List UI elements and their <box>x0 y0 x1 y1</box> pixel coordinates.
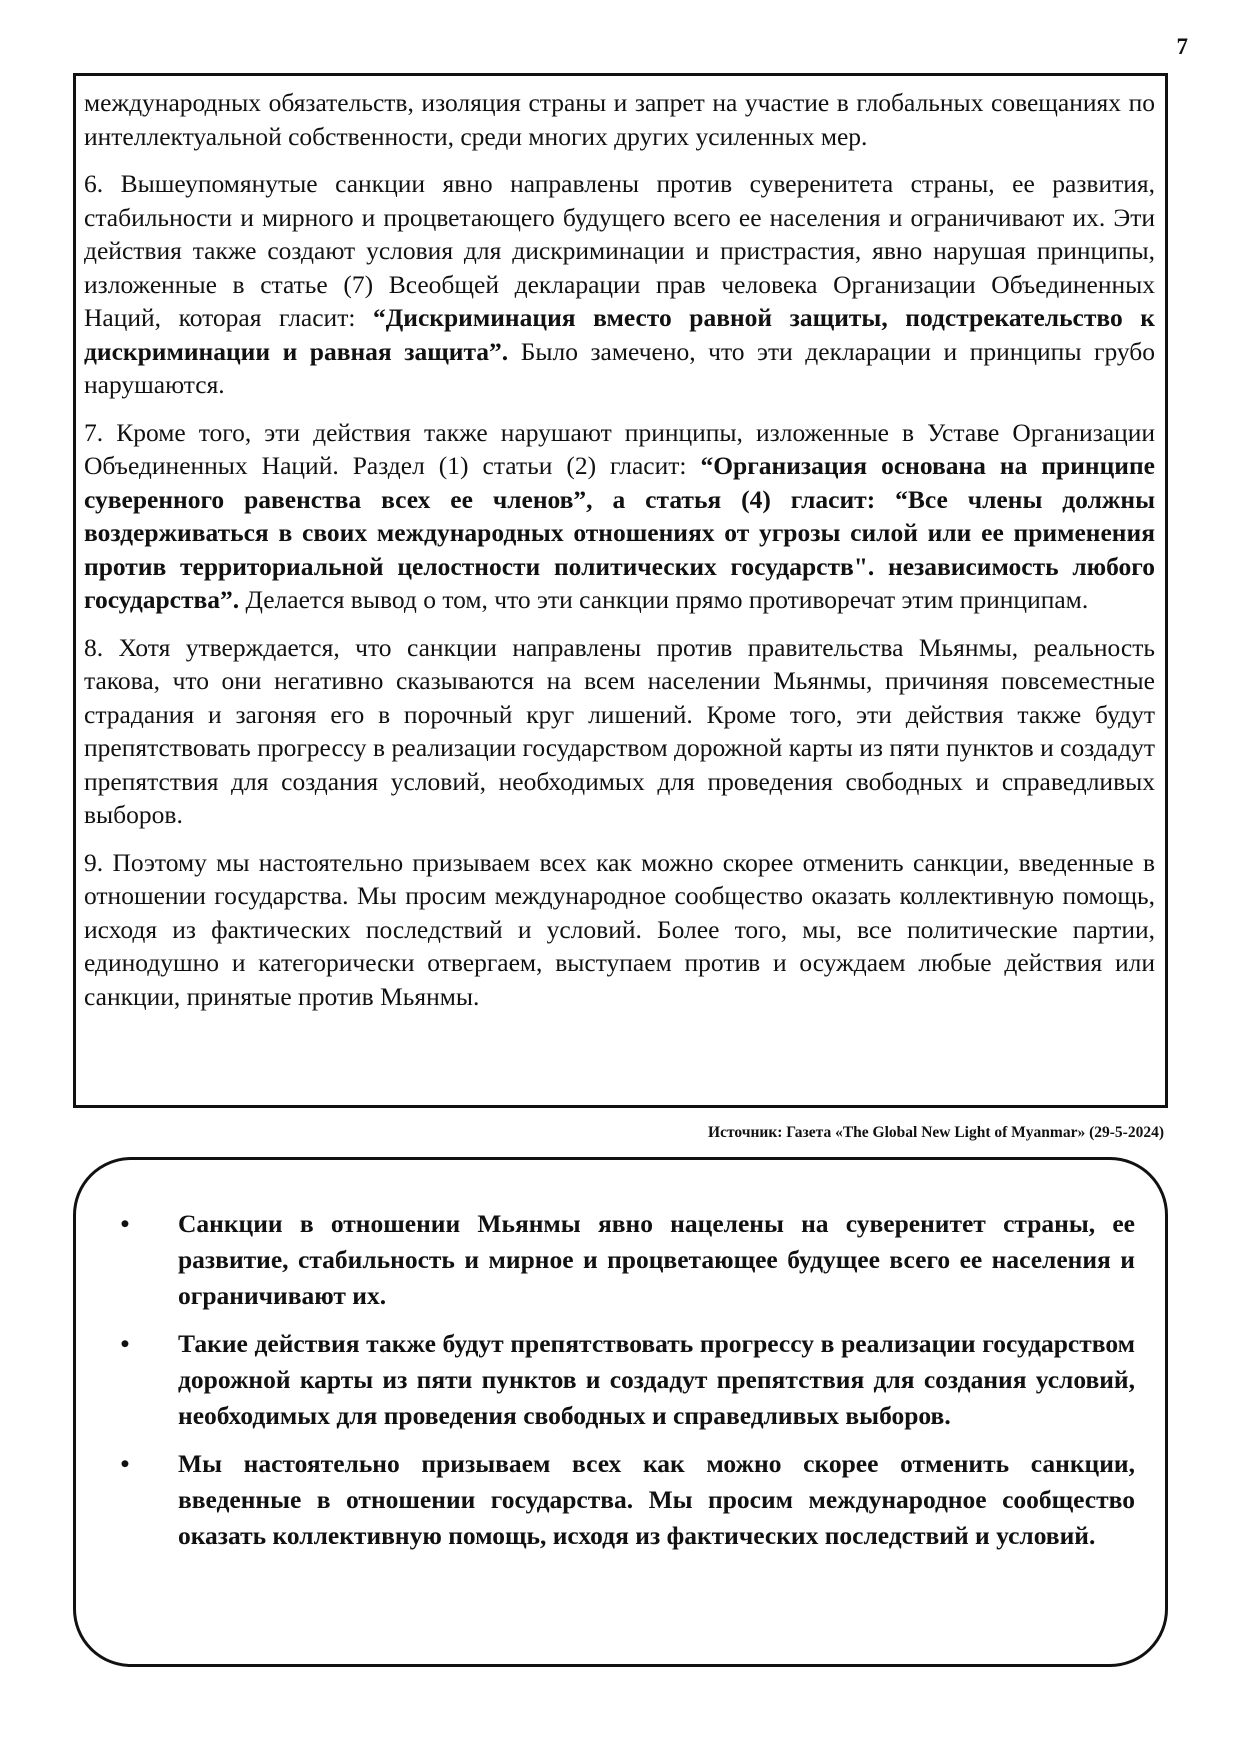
paragraph-8 <box>84 631 1155 832</box>
paragraph-text: 9. Поэтому мы настоятельно призываем всех как можно скорее отменить санкции, введенные в отношении государства. Мы просим международное сообщество оказать коллективную помощь, исходя из фактических последствий и условий. Более того, мы, все политические партии, единодушно и категорически отвергаем, выступаем против и осуждаем любые действия или санкции, принятые против Мьянмы. <box>84 847 1155 1011</box>
paragraph-6 <box>84 167 1155 402</box>
summary-list <box>110 1206 1135 1554</box>
bullet-icon: • <box>120 1449 130 1478</box>
page-number: 7 <box>1176 34 1188 59</box>
summary-item-text: Такие действия также будут препятствовать прогрессу в реализации государством дорожной карты из пяти пунктов и создадут препятствия для создания условий, необходимых для проведения свободных и справедливых выборов. <box>178 1329 1135 1430</box>
paragraph-text: Было замечено, что эти декларации и принципы грубо нарушаются. <box>84 336 1155 399</box>
summary-box <box>73 1157 1168 1667</box>
summary-item <box>110 1326 1135 1434</box>
bullet-icon: • <box>120 1209 130 1238</box>
paragraph-7 <box>84 416 1155 617</box>
summary-item-text: Мы настоятельно призываем всех как можно скорее отменить санкции, введенные в отношении государства. Мы просим международное сообщество оказать коллективную помощь, исходя из фактических последствий и условий. <box>178 1449 1135 1550</box>
paragraph-quote: “Организация основана на принципе суверенного равенства всех ее членов”, а статья (4) гласит: “Все члены должны воздерживаться в своих международных отношениях от угрозы силой или ее применения против территориальной целостности политических государств". независимость любого государства”. <box>84 451 1155 614</box>
paragraph-9 <box>84 846 1155 1014</box>
summary-item <box>110 1446 1135 1554</box>
source-citation: Источник: Газета «The Global New Light of Myanmar» (29-5-2024) <box>708 1124 1164 1141</box>
paragraph-text: 6. Вышеупомянутые санкции явно направлены против суверенитета страны, ее развития, стабильности и мирного и процветающего будущего всего ее населения и ограничивают их. Эти действия также создают условия для дискриминации и пристрастия, явно нарушая принципы, изложенные в статье (7) Всеобщей декларации прав человека Организации Объединенных Наций, которая гласит: <box>84 169 1155 332</box>
bullet-icon: • <box>120 1329 130 1358</box>
summary-item <box>110 1206 1135 1314</box>
summary-item-text: Санкции в отношении Мьянмы явно нацелены на суверенитет страны, ее развитие, стабильность и мирное и процветающее будущее всего ее населения и ограничивают их. <box>178 1209 1135 1310</box>
paragraph-text: международных обязательств, изоляция страны и запрет на участие в глобальных совещаниях по интеллектуальной собственности, среди многих других усиленных мер. <box>84 88 1155 151</box>
paragraph-quote: “Дискриминация вместо равной защиты, подстрекательство к дискриминации и равная защита”. <box>84 303 1155 366</box>
main-text-box <box>73 73 1168 1108</box>
paragraph-text: 8. Хотя утверждается, что санкции направлены против правительства Мьянмы, реальность такова, что они негативно сказываются на всем населении Мьянмы, причиняя повсеместные страдания и загоняя его в порочный круг лишений. Кроме того, эти действия также будут препятствовать прогрессу в реализации государством дорожной карты из пяти пунктов и создадут препятствия для создания условий, необходимых для проведения свободных и справедливых выборов. <box>84 632 1155 829</box>
paragraph-text: Делается вывод о том, что эти санкции прямо противоречат этим принципам. <box>239 585 1089 614</box>
paragraph <box>84 86 1155 153</box>
paragraph-text: 7. Кроме того, эти действия также нарушают принципы, изложенные в Уставе Организации Объединенных Наций. Раздел (1) статьи (2) гласит: <box>84 417 1155 480</box>
